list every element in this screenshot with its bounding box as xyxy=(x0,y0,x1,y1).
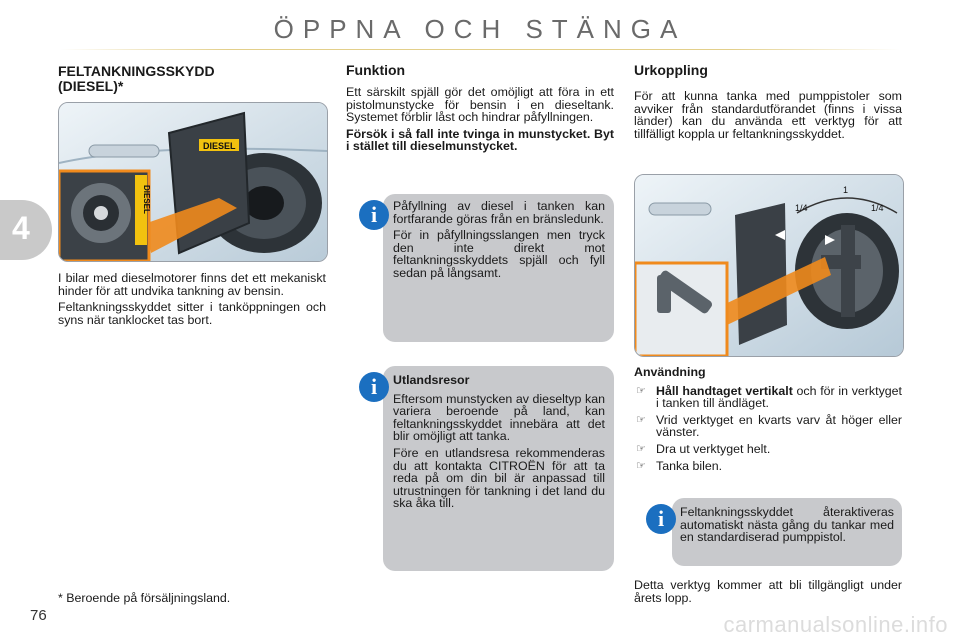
step-item xyxy=(634,385,902,410)
info-3-para-1: Feltankningsskyddet återaktiveras automatiskt nästa gång du tankar med en standardiserad pumppistol. xyxy=(680,505,894,545)
diesel-filler-illustration xyxy=(59,103,327,261)
chapter-number: 4 xyxy=(12,210,30,246)
col1-para-1: I bilar med dieselmotorer finns det ett mekaniskt hinder för att undvika tankning av bensin. xyxy=(58,271,326,298)
info-1-para-1: Påfyllning av diesel i tanken kan fortfarande göras från en bränsledunk. xyxy=(393,199,605,226)
quarter-turn-left-label: 1/4 xyxy=(795,203,808,213)
info-2-para-2: Före en utlandsresa rekommenderas du att kontakta CITROËN för att ta reda på om din bil är anpassad till utrustningen för tankning i det land du ska åka till. xyxy=(393,445,605,511)
pointing-hand-icon: ☞ xyxy=(636,459,646,472)
usage-section xyxy=(634,366,902,476)
usage-steps xyxy=(634,385,902,473)
header-rule xyxy=(60,49,900,50)
info-icon: i xyxy=(359,372,389,402)
section-heading-feltankningsskydd xyxy=(58,64,215,94)
info-box-3-body xyxy=(680,506,894,548)
usage-title: Användning xyxy=(634,365,706,379)
pointing-hand-icon: ☞ xyxy=(636,384,646,397)
page-number: 76 xyxy=(30,607,47,624)
chapter-tab xyxy=(0,200,52,260)
col3-end xyxy=(634,579,902,608)
heading-urkoppling: Urkoppling xyxy=(634,62,708,78)
watermark: carmanualsonline.info xyxy=(723,612,948,637)
step-4-text: Tanka bilen. xyxy=(656,458,723,473)
heading-line-2: (DIESEL)* xyxy=(58,78,124,94)
full-turn-label: 1 xyxy=(843,185,849,195)
info-2-para-1: Eftersom munstycken av dieseltyp kan variera beroende på land, kan feltankningsskyddet innebära att det blir omöjligt att tanka. xyxy=(393,391,605,444)
pointing-hand-icon: ☞ xyxy=(636,413,646,426)
info-2-title: Utlandsresor xyxy=(393,373,470,387)
heading-funktion: Funktion xyxy=(346,62,406,78)
diesel-label-vertical: DIESEL xyxy=(142,185,151,214)
footnote: * Beroende på försäljningsland. xyxy=(58,591,231,605)
step-3-text: Dra ut verktyget helt. xyxy=(656,441,771,456)
step-1-text: och för in verktyget i tanken till ändläget. xyxy=(656,383,902,411)
disconnect-tool-photo xyxy=(634,174,904,357)
diesel-label-small: DIESEL xyxy=(203,141,236,151)
col2-para-1: Ett särskilt spjäll gör det omöjligt att föra in ett pistolmunstycke för bensin i en dieseltank. Systemet förblir låst och hindrar påfyllningen. xyxy=(346,85,614,125)
col2-body xyxy=(346,86,614,157)
col1-body xyxy=(58,272,326,330)
col3-body xyxy=(634,90,902,144)
info-box-1-body xyxy=(393,200,605,284)
info-box-diesel-canister xyxy=(370,194,614,342)
quarter-turn-right-label: 1/4 xyxy=(871,203,884,213)
step-item xyxy=(634,460,902,473)
info-icon: i xyxy=(646,504,676,534)
info-1-para-2: För in påfyllningsslangen men tryck den inte direkt mot feltankningsskyddets spjäll och fyll sedan på långsamt. xyxy=(393,228,605,280)
info-box-2-body xyxy=(393,374,605,514)
disconnect-tool-illustration xyxy=(635,175,903,356)
step-1-bold: Håll handtaget vertikalt xyxy=(656,383,793,398)
col1-para-2: Feltankningsskyddet sitter i tanköppningen och syns när tanklocket tas bort. xyxy=(58,300,326,327)
info-icon: i xyxy=(359,200,389,230)
page-title: ÖPPNA OCH STÄNGA xyxy=(273,14,687,44)
col2-warning: Försök i så fall inte tvinga in munstycket. Byt i stället till dieselmunstycket. xyxy=(346,126,614,154)
heading-line-1: FELTANKNINGSSKYDD xyxy=(58,63,215,79)
step-item xyxy=(634,443,902,456)
step-2-text: Vrid verktyget en kvarts varv åt höger eller vänster. xyxy=(656,412,902,440)
info-box-travel-abroad xyxy=(370,366,614,571)
col3-para-1: För att kunna tanka med pumppistoler som avviker från standardutförandet (finns i vissa länder) kan du använda ett verktyg för att tillfälligt koppla ur feltankningsskyddet. xyxy=(634,89,902,141)
info-box-reactivation xyxy=(657,498,902,566)
step-item xyxy=(634,414,902,439)
pointing-hand-icon: ☞ xyxy=(636,442,646,455)
diesel-filler-photo xyxy=(58,102,328,262)
col3-para-end: Detta verktyg kommer att bli tillgängligt under årets lopp. xyxy=(634,578,902,605)
